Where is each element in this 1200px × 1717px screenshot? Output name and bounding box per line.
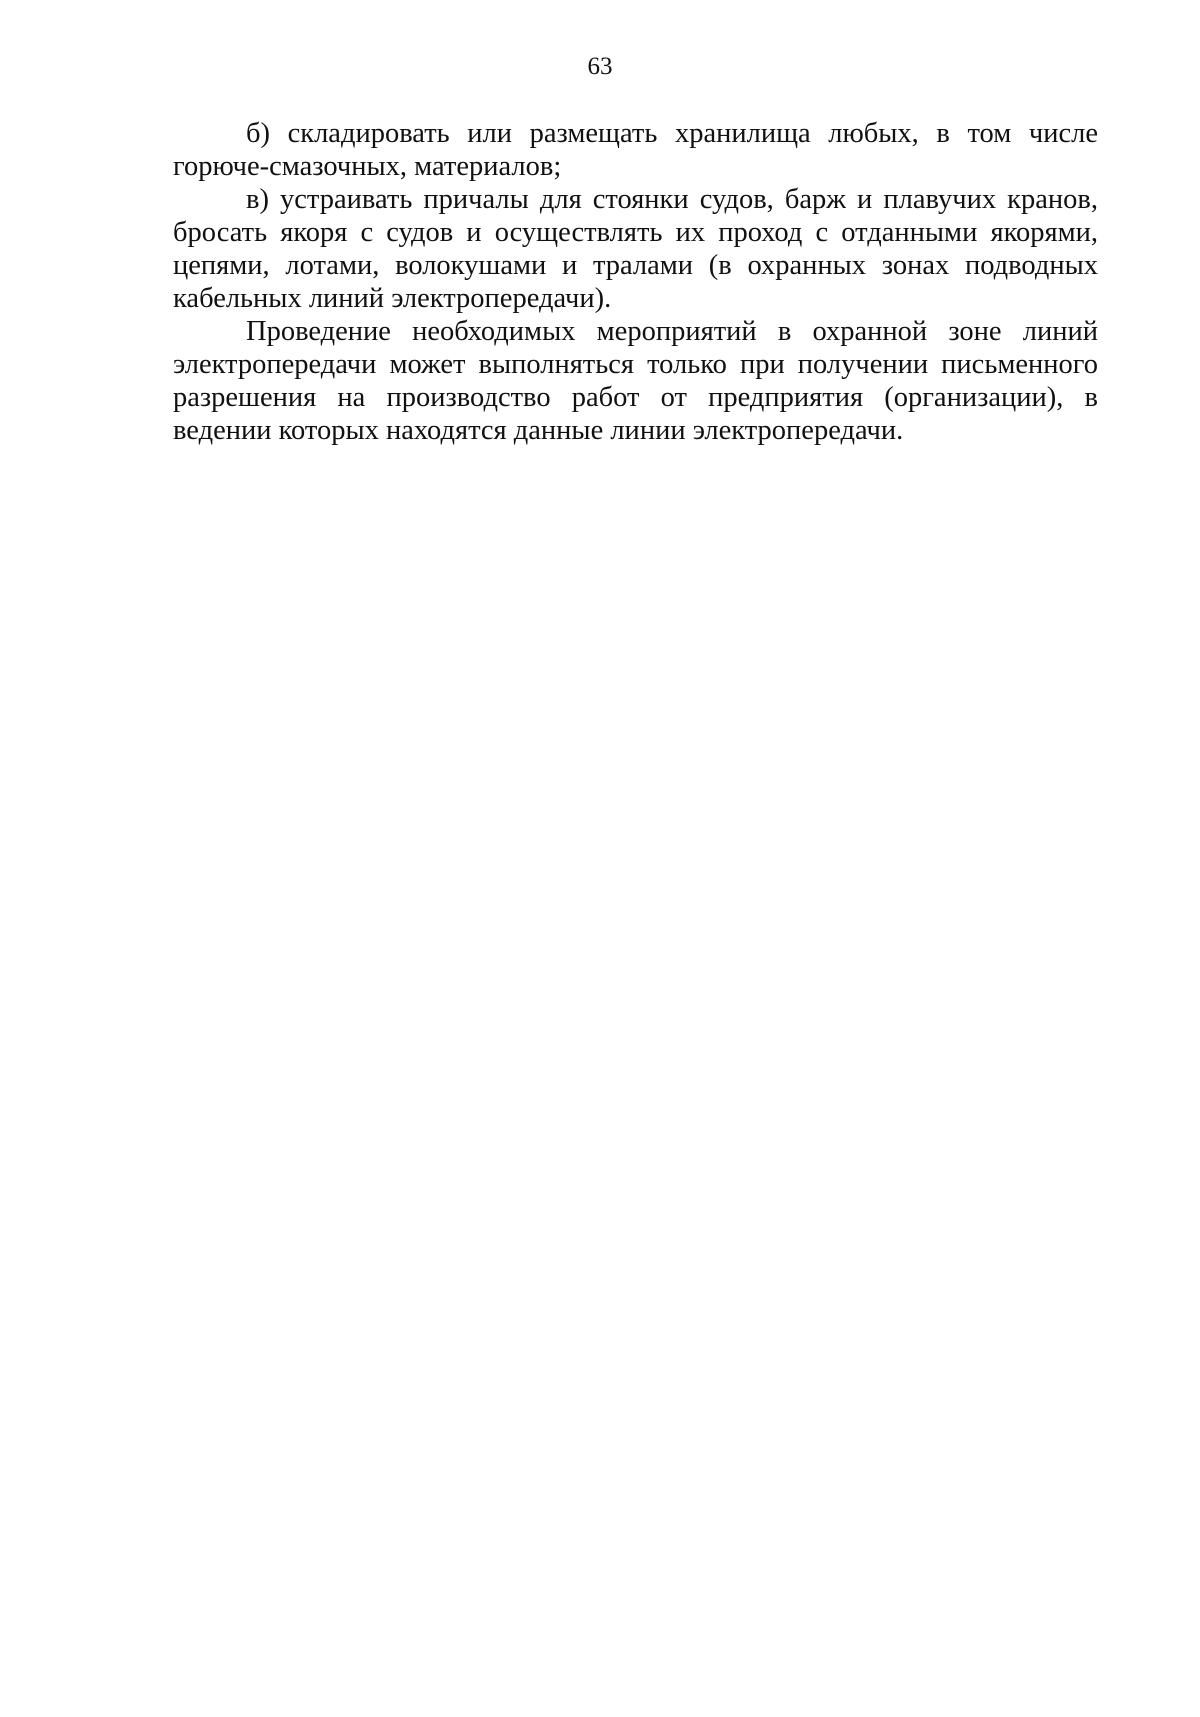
paragraph-works-permission: Проведение необходимых мероприятий в охранной зоне линий электропередачи может выполняться только при получении письменного разрешения на производство работ от предприятия (организации), в ведении которых находятся данные линии электропередачи. — [173, 316, 1098, 446]
page-number: 63 — [587, 53, 613, 80]
paragraph-item-v: в) устраивать причалы для стоянки судов, барж и плавучих кранов, бросать якоря с судов и осуществлять их проход с отданными якорями, цепями, лотами, волокушами и тралами (в охранных зонах подводных кабельных линий электропередачи). — [173, 184, 1098, 314]
paragraph-item-b: б) складировать или размещать хранилища любых, в том числе горюче-смазочных, материалов; — [173, 118, 1098, 182]
document-body — [173, 117, 1098, 447]
